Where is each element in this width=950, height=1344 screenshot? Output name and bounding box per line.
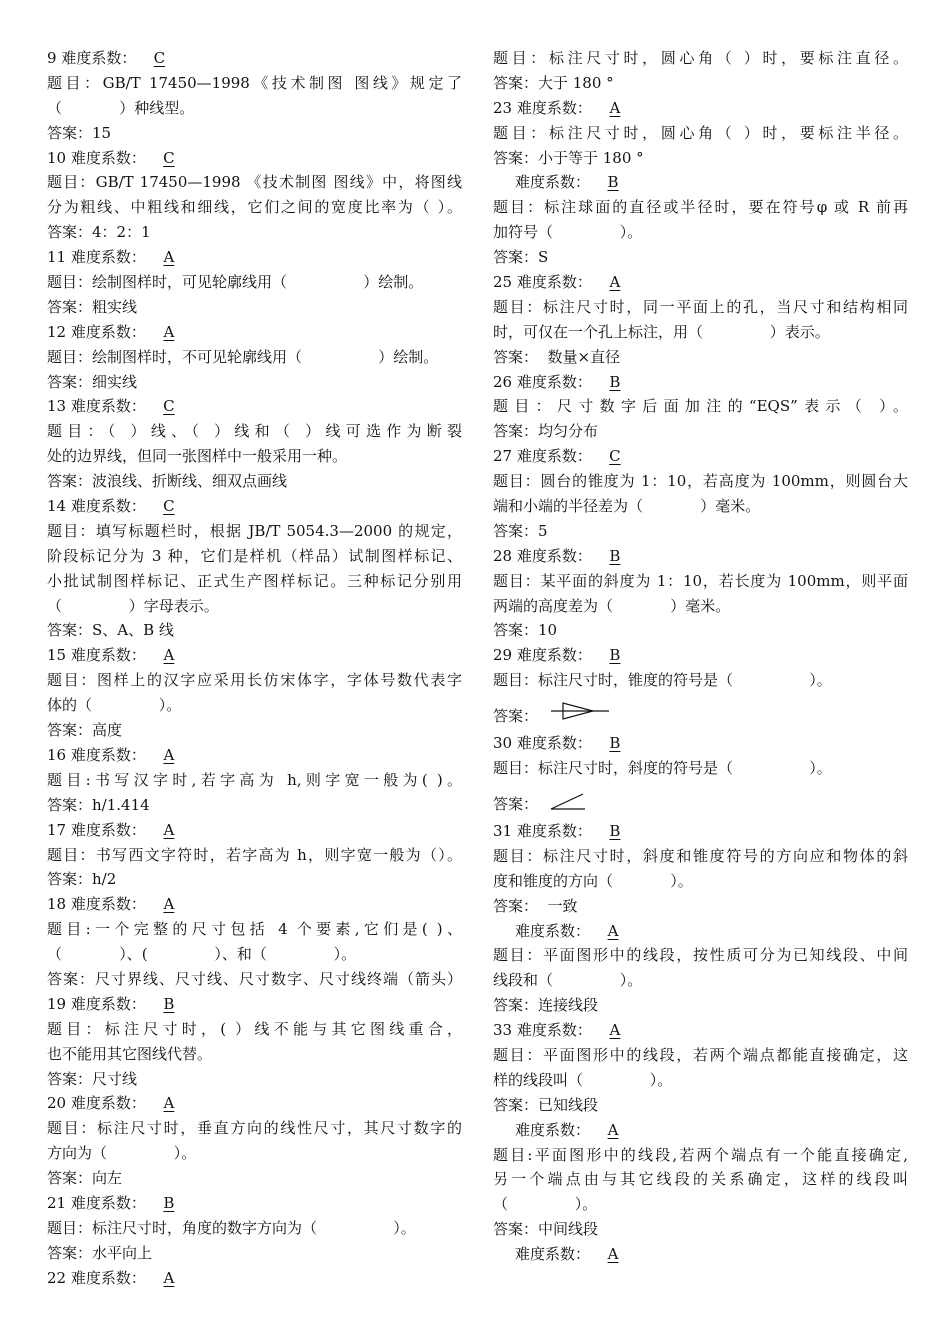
answer-symbol-line: [493, 781, 908, 819]
difficulty-line: [493, 170, 908, 195]
text-line: 端和小端的半径差为（ ）毫米。: [493, 497, 761, 516]
difficulty-label: 难度系数：: [70, 646, 146, 665]
question-number: 28: [493, 546, 513, 565]
difficulty-line: [493, 370, 908, 395]
left-column: [47, 46, 462, 1291]
text-line: 题目：标注球面的直径或半径时，要在符号φ 或 R 前再: [493, 198, 908, 217]
text-line: 答案：4：2：1: [47, 223, 151, 242]
text-line: 答案：10: [493, 621, 558, 640]
difficulty-label: 难度系数：: [70, 820, 146, 839]
difficulty-label: 难度系数：: [70, 1268, 146, 1287]
difficulty-line: [47, 46, 462, 71]
question-number: 33: [493, 1021, 513, 1040]
difficulty-line: [493, 1242, 908, 1267]
difficulty-line: [493, 643, 908, 668]
difficulty-line: [47, 1266, 462, 1291]
text-line: 答案：高度: [47, 721, 123, 740]
difficulty-label: 难度系数：: [70, 994, 146, 1013]
text-line: 小批试制图样标记、正式生产图样标记。三种标记分别用: [47, 571, 462, 590]
text-line: 答案：粗实线: [47, 297, 138, 316]
text-line: 答案：小于等于 180 °: [493, 148, 644, 167]
slope-symbol-icon: [549, 791, 589, 813]
difficulty-line: [493, 1018, 908, 1043]
question-number: 27: [493, 447, 513, 466]
answer-symbol-line: [493, 693, 908, 731]
difficulty-level: C: [609, 447, 621, 466]
difficulty-level: A: [609, 1021, 621, 1040]
text-line: 答案：尺寸线: [47, 1069, 138, 1088]
question-number: 22: [47, 1268, 67, 1287]
text-line: 样的线段叫（ ）。: [493, 1070, 673, 1089]
text-line: 答案：h/2: [47, 870, 117, 889]
text-line: 题目:一个完整的尺寸包括 4 个要素,它们是( )、: [47, 920, 462, 939]
difficulty-label: 难度系数：: [70, 1094, 146, 1113]
difficulty-line: [47, 494, 462, 519]
text-line: （ ）、( ）、和（ ）。: [47, 945, 357, 964]
text-line: 答案：向左: [47, 1169, 123, 1188]
difficulty-line: [47, 146, 462, 171]
question-number: 15: [47, 646, 67, 665]
difficulty-level: A: [163, 745, 175, 764]
difficulty-level: A: [163, 1094, 175, 1113]
difficulty-line: [493, 919, 908, 944]
difficulty-level: A: [163, 1268, 175, 1287]
text-line: （ ）字母表示。: [47, 596, 219, 615]
difficulty-line: [493, 96, 908, 121]
question-number: 19: [47, 994, 67, 1013]
text-line: 答案：5: [493, 521, 548, 540]
difficulty-level: A: [163, 895, 175, 914]
difficulty-label: 难度系数：: [515, 1245, 591, 1264]
question-number: 12: [47, 322, 67, 341]
difficulty-line: [47, 394, 462, 419]
difficulty-level: B: [609, 646, 621, 665]
difficulty-level: A: [163, 646, 175, 665]
question-number: 31: [493, 821, 513, 840]
text-line: 度和锥度的方向（ ）。: [493, 871, 693, 890]
difficulty-line: [47, 643, 462, 668]
difficulty-label: 难度系数：: [70, 895, 146, 914]
text-line: 另一个端点由与其它线段的关系确定，这样的线段叫: [493, 1170, 908, 1189]
difficulty-line: [47, 245, 462, 270]
text-line: 答案：连接线段: [493, 996, 599, 1015]
difficulty-level: A: [609, 98, 621, 117]
question-number: 11: [47, 248, 67, 267]
difficulty-level: A: [607, 1245, 619, 1264]
difficulty-line: [47, 1191, 462, 1216]
text-line: 答案：S: [493, 248, 549, 267]
text-line: 题目：标注尺寸时，同一平面上的孔，当尺寸和结构相同: [493, 297, 908, 316]
question-number: 30: [493, 734, 513, 753]
difficulty-label: 难度系数：: [516, 98, 592, 117]
text-line: 阶段标记分为 3 种，它们是样机（样品）试制图样标记、: [47, 546, 462, 565]
text-line: （ ）。: [493, 1195, 598, 1214]
text-line: 答案：15: [47, 123, 112, 142]
text-line: 题目：绘制图样时，不可见轮廓线用（ ）绘制。: [47, 347, 439, 366]
difficulty-line: [493, 444, 908, 469]
difficulty-label: 难度系数：: [516, 821, 592, 840]
question-number: 9: [47, 49, 57, 67]
difficulty-level: A: [609, 273, 621, 292]
text-line: 题目：平面图形中的线段，若两个端点都能直接确定，这: [493, 1045, 908, 1064]
text-line: 也不能用其它图线代替。: [47, 1044, 213, 1063]
text-line: 题目：标注尺寸时，斜度和锥度符号的方向应和物体的斜: [493, 846, 908, 865]
text-line: 答案：S、A、B 线: [47, 621, 174, 640]
text-line: 答案：中间线段: [493, 1220, 599, 1239]
difficulty-label: 难度系数：: [516, 734, 592, 753]
difficulty-line: [47, 320, 462, 345]
right-column: [493, 46, 908, 1267]
text-line: 答案：水平向上: [47, 1243, 153, 1262]
text-line: 题目：书写西文字符时，若字高为 h，则字宽一般为（）。: [47, 845, 462, 864]
text-line: 答案： 一致: [493, 896, 578, 915]
text-line: 方向为（ ）。: [47, 1144, 197, 1163]
answer-label: 答案：: [493, 707, 539, 726]
question-number: 16: [47, 745, 67, 764]
difficulty-line: [47, 892, 462, 917]
difficulty-level: B: [163, 1193, 175, 1212]
difficulty-label: 难度系数：: [515, 1120, 591, 1139]
text-line: 题目：绘制图样时，可见轮廓线用（ ）绘制。: [47, 273, 424, 292]
difficulty-line: [493, 1118, 908, 1143]
text-line: 题目：标注尺寸时，锥度的符号是（ ）。: [493, 671, 832, 690]
difficulty-label: 难度系数：: [516, 1021, 592, 1040]
text-line: 答案：h/1.414: [47, 795, 150, 814]
text-line: 答案：波浪线、折断线、细双点画线: [47, 472, 288, 491]
question-number: 10: [47, 148, 67, 167]
difficulty-level: A: [163, 820, 175, 839]
text-line: 加符号（ ）。: [493, 223, 643, 242]
difficulty-level: C: [153, 49, 166, 67]
difficulty-level: B: [163, 994, 175, 1013]
text-line: 题目：标注尺寸时，圆心角（ ）时，要标注直径。: [493, 49, 908, 67]
difficulty-line: [47, 1091, 462, 1116]
difficulty-label: 难度系数：: [70, 745, 146, 764]
question-number: 25: [493, 273, 513, 292]
text-line: 题目:平面图形中的线段,若两个端点有一个能直接确定,: [493, 1145, 908, 1164]
text-line: 答案： 数量×直径: [493, 347, 621, 366]
text-line: 答案：大于 180 °: [493, 73, 614, 92]
difficulty-level: A: [607, 1120, 619, 1139]
text-line: 题目：GB/T 17450—1998《技术制图 图线》规定了: [47, 73, 462, 92]
difficulty-label: 难度系数：: [516, 646, 592, 665]
difficulty-level: C: [163, 497, 175, 516]
question-number: 20: [47, 1094, 67, 1113]
difficulty-label: 难度系数：: [70, 248, 146, 267]
text-line: 题目：GB/T 17450—1998 《技术制图 图线》中，将图线: [47, 173, 462, 192]
taper-symbol-icon: [549, 699, 611, 723]
text-line: 答案：细实线: [47, 372, 138, 391]
text-line: 答案：已知线段: [493, 1095, 599, 1114]
question-number: 14: [47, 497, 67, 516]
text-line: 体的（ ）。: [47, 696, 182, 715]
difficulty-label: 难度系数：: [516, 447, 592, 466]
question-number: 23: [493, 98, 513, 117]
question-number: 29: [493, 646, 513, 665]
text-line: 线段和（ ）。: [493, 971, 643, 990]
text-line: 分为粗线、中粗线和细线，它们之间的宽度比率为（ ）。: [47, 198, 462, 217]
text-line: （ ）种线型。: [47, 98, 195, 117]
difficulty-level: B: [609, 372, 621, 391]
difficulty-level: C: [163, 148, 175, 167]
question-number: 26: [493, 372, 513, 391]
difficulty-line: [493, 270, 908, 295]
text-line: 题目：标注尺寸时，角度的数字方向为（ ）。: [47, 1218, 416, 1237]
text-line: 题目：图样上的汉字应采用长仿宋体字，字体号数代表字: [47, 671, 462, 690]
text-line: 题目：某平面的斜度为 1：10，若长度为 100mm，则平面: [493, 571, 908, 590]
difficulty-line: [47, 743, 462, 768]
difficulty-label: 难度系数：: [516, 372, 592, 391]
difficulty-label: 难度系数：: [515, 921, 591, 940]
difficulty-line: [47, 992, 462, 1017]
text-line: 题目:书写汉字时,若字高为 h,则字宽一般为( )。: [47, 770, 462, 789]
text-line: 题目：标注尺寸时，斜度的符号是（ ）。: [493, 759, 832, 778]
difficulty-label: 难度系数：: [516, 546, 592, 565]
text-line: 题目：尺寸数字后面加注的“EQS”表示（ ）。: [493, 397, 908, 416]
difficulty-level: B: [609, 734, 621, 753]
text-line: 答案：尺寸界线、尺寸线、尺寸数字、尺寸线终端（箭头）: [47, 969, 462, 988]
difficulty-label: 难度系数：: [70, 148, 146, 167]
difficulty-label: 难度系数：: [70, 397, 146, 416]
difficulty-label: 难度系数：: [515, 173, 591, 192]
text-line: 题目：标注尺寸时，垂直方向的线性尺寸，其尺寸数字的: [47, 1119, 462, 1138]
text-line: 题目：标注尺寸时，圆心角（ ）时，要标注半径。: [493, 123, 908, 142]
difficulty-level: B: [607, 173, 619, 192]
difficulty-label: 难度系数：: [61, 49, 137, 67]
difficulty-line: [493, 544, 908, 569]
question-number: 17: [47, 820, 67, 839]
text-line: 题目：平面图形中的线段，按性质可分为已知线段、中间: [493, 946, 908, 965]
difficulty-label: 难度系数：: [70, 1193, 146, 1212]
text-line: 题目：（ ）线、（ ）线和（ ）线可选作为断裂: [47, 422, 462, 441]
text-line: 答案：均匀分布: [493, 422, 599, 441]
text-line: 两端的高度差为（ ）毫米。: [493, 596, 731, 615]
question-number: 13: [47, 397, 67, 416]
difficulty-line: [493, 731, 908, 756]
difficulty-level: B: [609, 546, 621, 565]
difficulty-level: A: [163, 248, 175, 267]
difficulty-label: 难度系数：: [70, 322, 146, 341]
text-line: 题目：填写标题栏时，根据 JB/T 5054.3—2000 的规定，: [47, 521, 462, 540]
text-line: 处的边界线，但同一张图样中一般采用一种。: [47, 447, 348, 466]
question-number: 18: [47, 895, 67, 914]
difficulty-level: B: [609, 821, 621, 840]
difficulty-label: 难度系数：: [70, 497, 146, 516]
difficulty-label: 难度系数：: [516, 273, 592, 292]
difficulty-line: [493, 819, 908, 844]
difficulty-level: C: [163, 397, 175, 416]
difficulty-level: A: [607, 921, 619, 940]
answer-label: 答案：: [493, 795, 539, 814]
difficulty-line: [47, 818, 462, 843]
text-line: 题目：标注尺寸时，( ）线不能与其它图线重合，: [47, 1019, 462, 1038]
question-number: 21: [47, 1193, 67, 1212]
text-line: 时，可仅在一个孔上标注，用（ ）表示。: [493, 322, 830, 341]
text-line: 题目：圆台的锥度为 1：10，若高度为 100mm，则圆台大: [493, 472, 908, 491]
difficulty-level: A: [163, 322, 175, 341]
